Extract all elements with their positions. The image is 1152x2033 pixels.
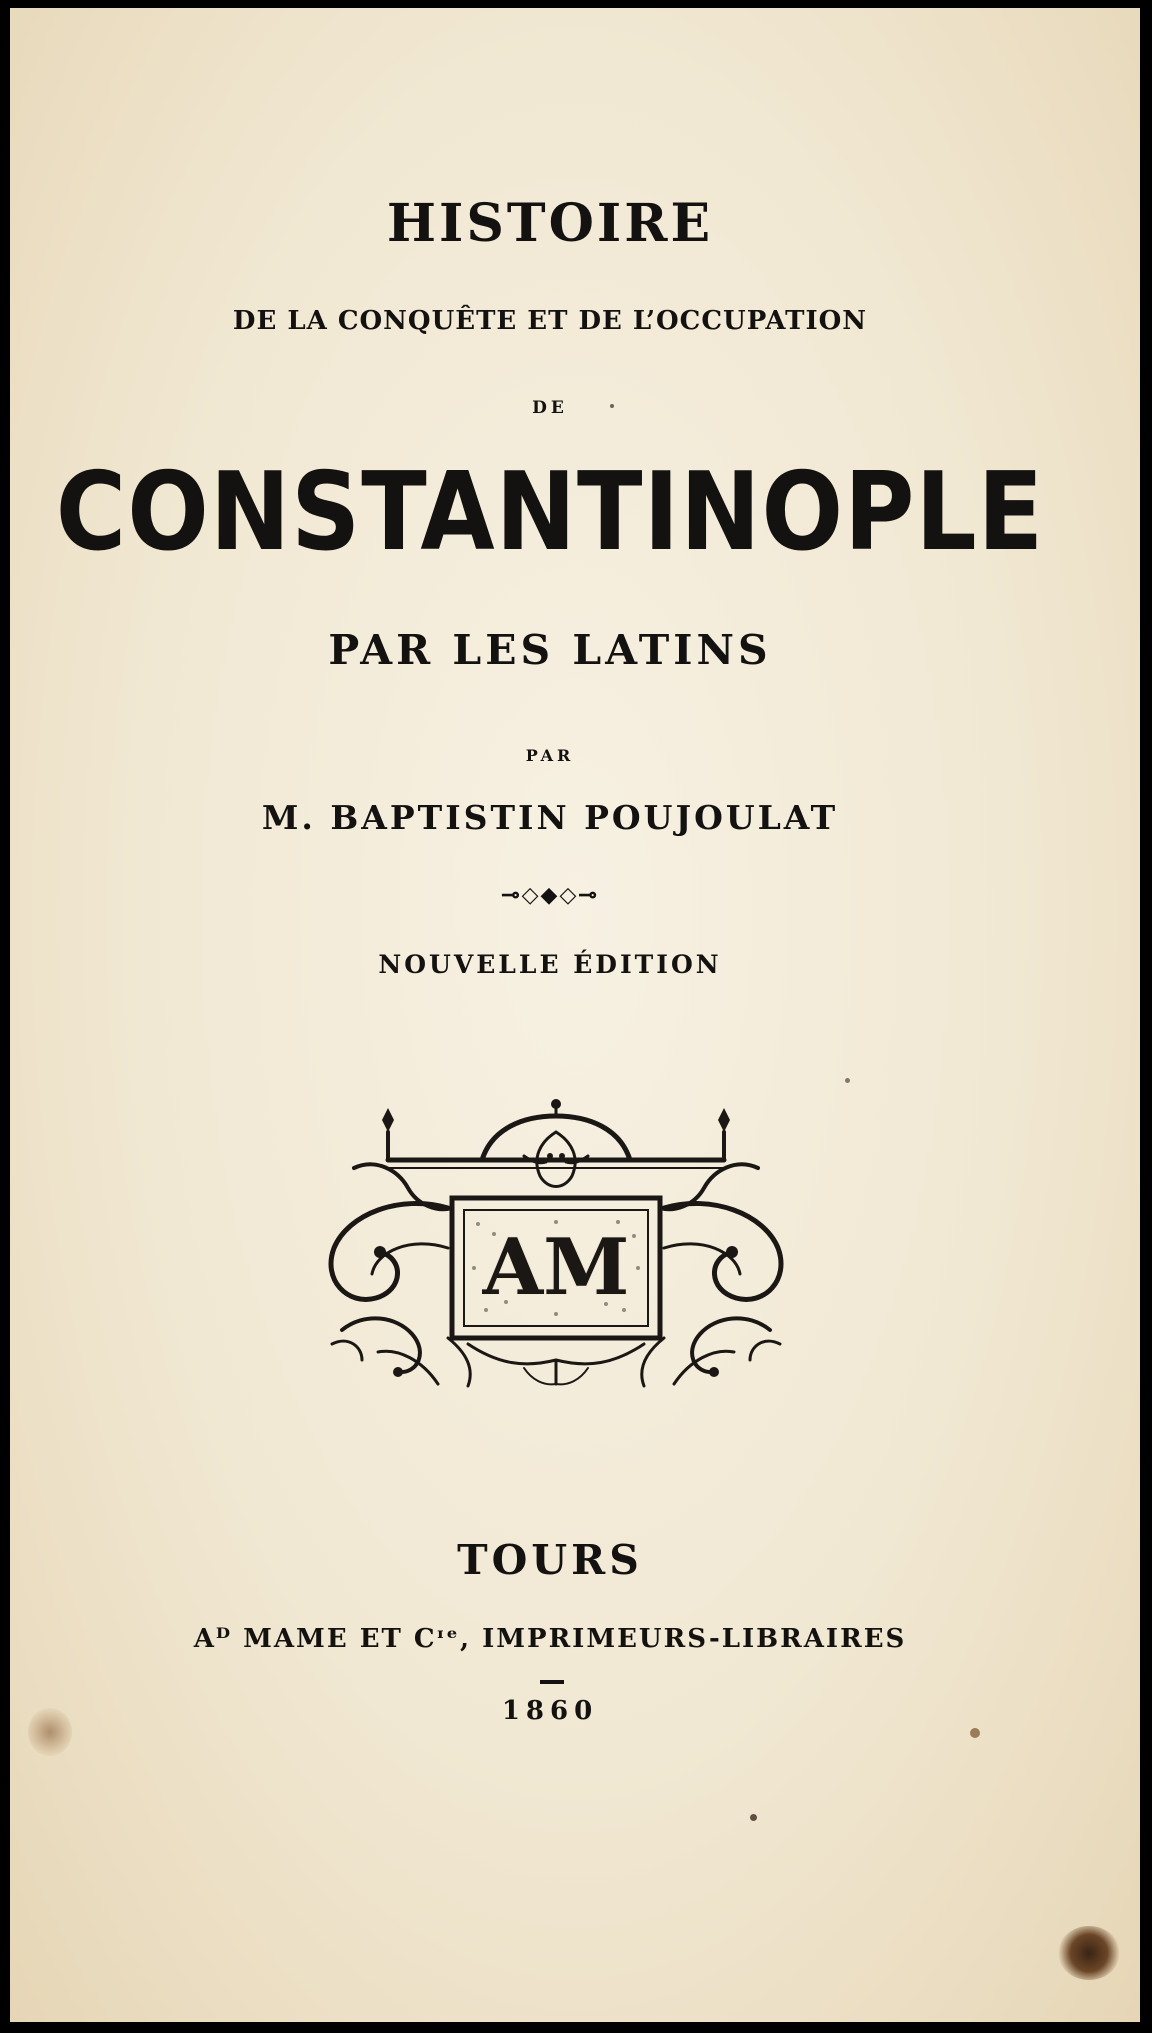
imprint-publisher: Aᴰ MAME ET Cᶦᵉ, IMPRIMEURS-LIBRAIRES <box>193 1624 907 1654</box>
fleuron-ornament-icon: ⊸◇◆◇⊸ <box>501 882 599 908</box>
subtitle: PAR LES LATINS <box>328 626 772 674</box>
paper-stain <box>750 1814 757 1821</box>
paper-stain <box>845 1078 850 1083</box>
paper-stain <box>970 1728 980 1738</box>
imprint-rule <box>540 1680 564 1684</box>
edition-label: NOUVELLE ÉDITION <box>378 950 722 979</box>
main-title: CONSTANTINOPLE <box>55 449 1045 575</box>
paper-stain <box>1058 1926 1120 1980</box>
paper-stain <box>610 404 614 408</box>
imprint-city: TOURS <box>457 1536 643 1584</box>
printer-mark-emblem-icon <box>318 1098 794 1390</box>
title-page <box>10 8 1140 2022</box>
printer-mark-monogram: AM <box>482 1222 630 1313</box>
title-line-1: HISTOIRE <box>386 193 714 254</box>
author-name: M. BAPTISTIN POUJOULAT <box>261 798 839 837</box>
title-line-3: DE <box>532 398 568 418</box>
by-label: PAR <box>525 746 575 765</box>
title-line-2: DE LA CONQUÊTE ET DE L’OCCUPATION <box>232 306 868 336</box>
paper-stain <box>28 1708 72 1756</box>
imprint-year: 1860 <box>501 1696 599 1726</box>
